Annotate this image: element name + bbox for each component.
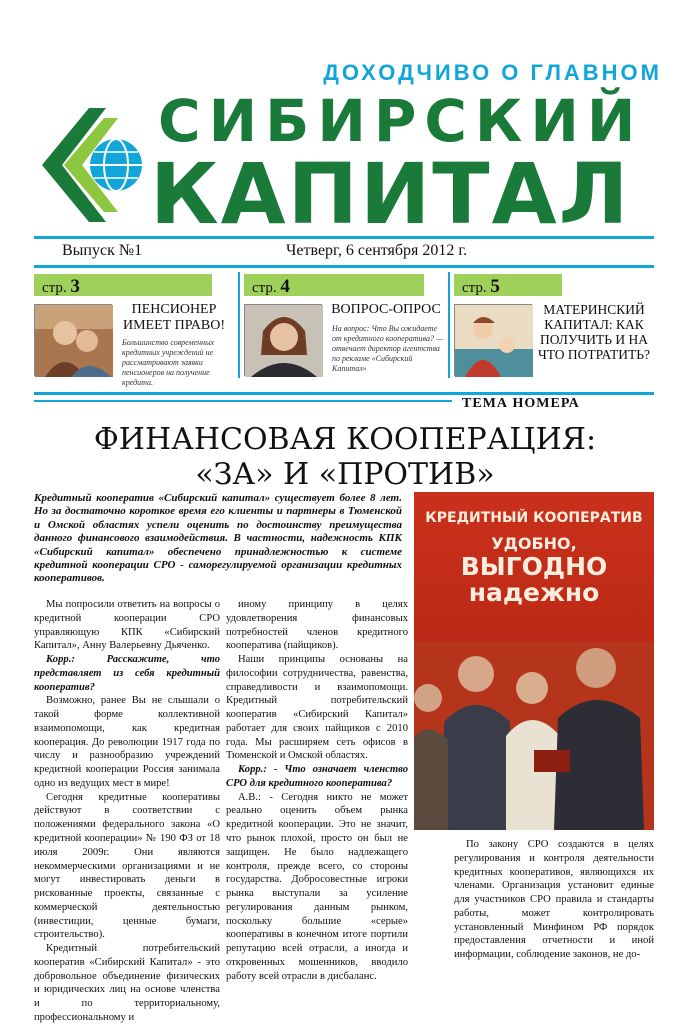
paragraph: Возможно, ранее Вы не слышали о такой форме коллективной взаимопомощи, как кредитная кооперация. До революции 1917 года по числу и разнообразию учреждений кредитной кооперации Россия занимала одно из ведущих мест в мире!	[34, 695, 220, 789]
article-column-3	[454, 838, 654, 962]
page-tag: стр. 4	[244, 274, 424, 296]
teaser-heading: ВОПРОС-ОПРОС	[331, 302, 441, 317]
teaser-page-4[interactable]	[244, 274, 444, 386]
logo-icon	[34, 100, 144, 230]
interview-question: Корр.: - Что означает членство СРО для кредитного кооператива?	[226, 764, 408, 789]
headline-line2: «ЗА» И «ПРОТИВ»	[195, 457, 495, 493]
paragraph: Наши принципы основаны на философии сотрудничества, равенства, справедливости и взаимопомощи. Кредитный потребительский кооператив «Сибирский Капитал» работает для своих пайщиков с 2010 года. Мы расширяем сеть офисов в Тюменской и Омской областях.	[226, 654, 408, 762]
mother-child-photo	[454, 304, 532, 376]
column-divider	[448, 272, 450, 378]
page-tag: стр. 5	[454, 274, 562, 296]
topic-label: ТЕМА НОМЕРА	[462, 396, 580, 411]
teaser-blurb: На вопрос: Что Вы ожидаете от кредитного кооператива? — отвечает директор агентства по рекламе «Сибирский Капитал»	[332, 324, 444, 373]
poster-line3: ВЫГОДНО надежно	[460, 552, 608, 608]
masthead-title-line1: СИБИРСКИЙ	[158, 87, 644, 155]
issue-date: Четверг, 6 сентября 2012 г.	[286, 242, 468, 259]
divider	[34, 392, 654, 395]
interview-question: Корр.: Расскажите, что представляет из себя кредитный кооператив?	[34, 654, 220, 693]
article-headline	[60, 422, 630, 493]
paragraph: иному принципу в целях удовлетворения финансовых потребностей членов кредитного кооператива (пайщиков).	[226, 599, 408, 652]
masthead-title-line2: КАПИТАЛ	[150, 145, 631, 243]
poster-image	[414, 492, 654, 830]
article-lead: Кредитный кооператив «Сибирский капитал» существует более 8 лет. Но за достаточно короткое время его клиенты и партнеры в Тюменской и Омской областях успели оценить по достоинству преимущества данного финансового взаимодействия. В частности, надежность КПК «Сибирский капитал» обеспечено принадлежностью к системе кредитной кооперации СРО - саморегулируемой организации кредитных кооперативов.	[34, 492, 402, 585]
article-column-2	[226, 598, 408, 983]
issue-number: Выпуск №1	[62, 242, 143, 259]
teaser-blurb: Большинство современных кредитных учреждений не рассматривают заявки пенсионеров на получение кредита.	[122, 338, 215, 387]
paragraph: А.В.: - Сегодня никто не может реально оценить объем рынка кредитной кооперации. Это не значит, что рынок плохой, просто он был не защищен. Не было надлежащего контроля, прежде всего, со стороны государства. Добросовестные игроки рынка выступали за усиление регулирования данным рынком, поскольку большие «серые» кооперативы в конечном итоге портили репутацию всей отрасли, а иногда и откровенных мошенников, вводило работу всей отрасли в дисбаланс.	[226, 791, 408, 982]
divider	[34, 400, 452, 402]
poster-line2: УДОБНО,	[491, 534, 577, 553]
paragraph: Кредитный потребительский кооператив «Сибирский Капитал» - это добровольное объединение физических и юридических лиц на основе членства и по территориальному, профессиональному и	[34, 943, 220, 1023]
column-divider	[238, 272, 240, 378]
tagline: ДОХОДЧИВО О ГЛАВНОМ	[323, 60, 662, 85]
teaser-page-5[interactable]	[454, 274, 654, 386]
paragraph: Сегодня кредитные кооперативы действуют в соответствии с положениями федерального закона «О кредитной кооперации» № 190 ФЗ от 18 июля 2009г. Они являются некоммерческими организациями и не могут инвестировать деньги в рискованные проекты, связанные с коммерческой деятельностью (инвестиции, ценные бумаги, строительство).	[34, 791, 220, 941]
headline-line1: ФИНАНСОВАЯ КООПЕРАЦИЯ:	[93, 422, 597, 457]
teaser-heading: ПЕНСИОНЕР ИМЕЕТ ПРАВО!	[122, 302, 226, 333]
pensioners-photo	[34, 304, 112, 376]
interviewee-photo	[244, 304, 322, 376]
paragraph: По закону СРО создаются в целях регулирования и контроля деятельности кредитных кооперативов, являющихся их членами. Организация установит единые для участников СРО правила и стандарты работы, может контролировать установленный Минфином РФ порядок предоставления отчетности и иной информации, соблюдение законов, не до-	[454, 839, 654, 961]
page-number: 3	[70, 276, 80, 297]
page-number: 4	[280, 276, 290, 297]
teaser-page-3[interactable]	[34, 274, 230, 386]
paragraph: Мы попросили ответить на вопросы о кредитной кооперации СРО управляющую КПК «Сибирский Капитал», Анну Валерьевну Дьяченко.	[34, 599, 220, 652]
poster-line1: КРЕДИТНЫЙ КООПЕРАТИВ	[425, 510, 643, 526]
page-number: 5	[490, 276, 500, 297]
teaser-heading: МАТЕРИНСКИЙ КАПИТАЛ: КАК ПОЛУЧИТЬ И НА ЧТО ПОТРАТИТЬ?	[537, 302, 651, 363]
topic-bar	[34, 392, 654, 410]
issue-bar	[34, 236, 654, 268]
page-tag: стр. 3	[34, 274, 212, 296]
article-column-1	[34, 598, 220, 1025]
